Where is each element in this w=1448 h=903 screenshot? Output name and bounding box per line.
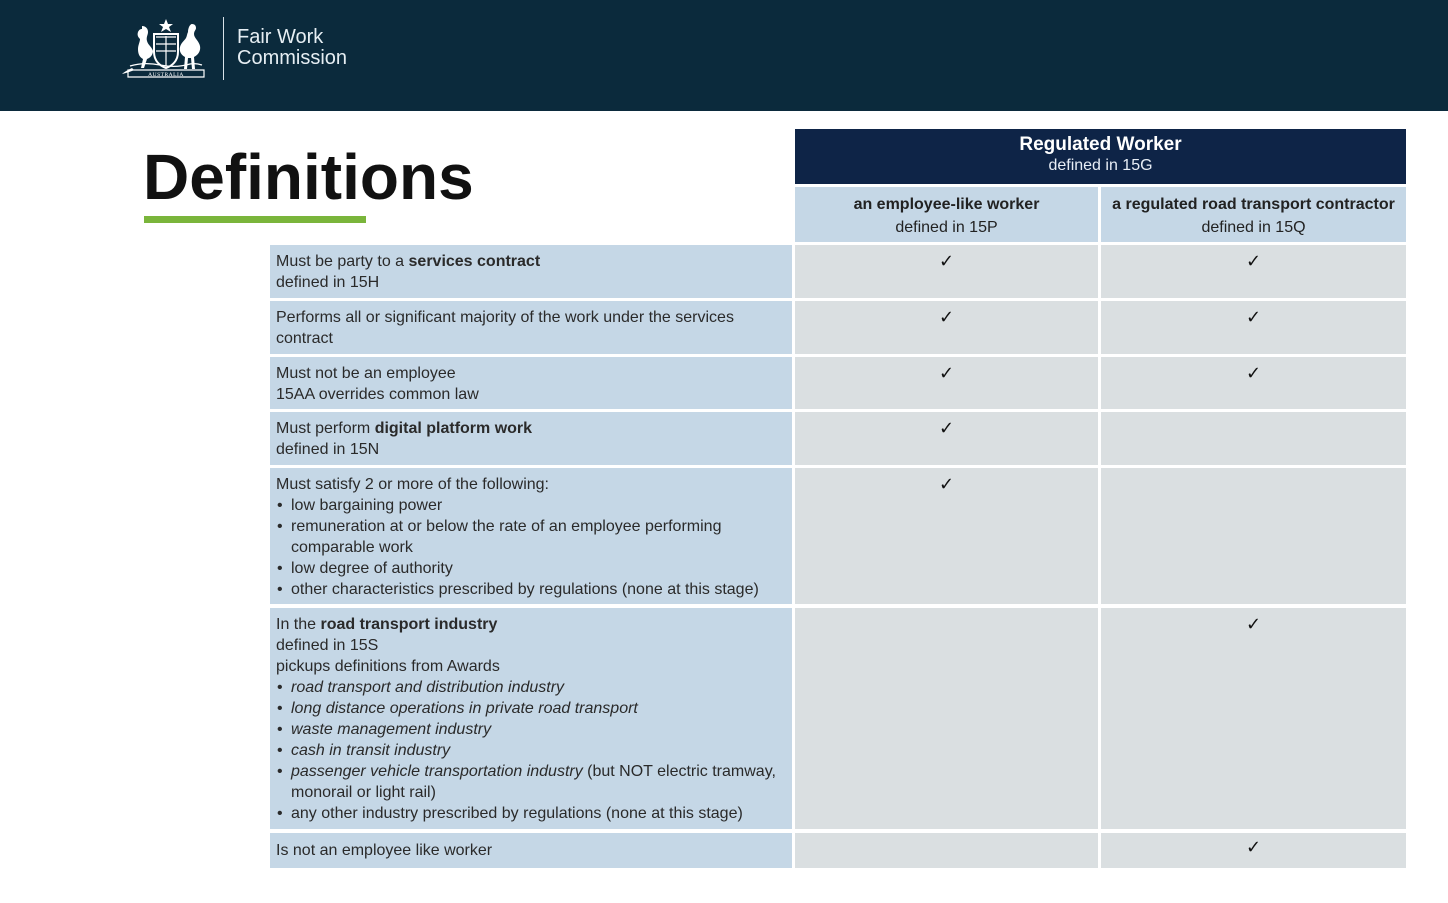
criterion-services-contract [270,245,792,298]
criterion-text: Must be party to a [276,253,409,270]
column-header-sub: defined in 15Q [1201,219,1306,236]
criterion-bullet-list [276,677,786,824]
award-name: road transport and distribution industry [291,679,565,696]
criterion-reference: defined in 15N [276,441,380,458]
column-header-label: an employee-like worker [853,196,1040,213]
check-cell [1101,468,1406,604]
criterion-bold-term: services contract [408,253,541,270]
criterion-not-employee-like-worker: Is not an employee like worker [270,833,792,868]
criterion-text: Must satisfy 2 or more of the following: [276,476,549,493]
page-title: Definitions [143,141,474,213]
australian-coat-of-arms-icon [120,16,212,82]
crest-label: AUSTRALIA [148,72,184,78]
award-exception: (but NOT electric tramway, monorail or light rail) [291,763,776,801]
list-item [276,740,786,761]
group-header-title: Regulated Worker [1019,134,1182,155]
check-cell: ✓ [795,412,1098,465]
award-name: waste management industry [291,721,492,738]
criterion-text: Must not be an employee [276,365,456,382]
group-header-subtitle: defined in 15G [1048,157,1153,174]
list-item [276,719,786,740]
criterion-satisfy-two-or-more [270,468,792,604]
list-item [276,761,786,803]
column-header-employee-like-worker [795,187,1098,242]
criterion-bold-term: digital platform work [374,420,533,437]
check-cell [1101,412,1406,465]
header-divider [223,17,224,80]
check-cell: ✓ [795,301,1098,354]
list-item: • other characteristics prescribed by regulations (none at this stage) [276,579,786,600]
criterion-reference: defined in 15H [276,274,380,291]
group-header-regulated-worker [795,129,1406,184]
check-cell: ✓ [795,245,1098,298]
list-item [276,698,786,719]
org-name-line2: Commission [237,47,348,69]
check-cell: ✓ [795,357,1098,409]
award-name: passenger vehicle transportation industry [291,763,583,780]
header-bar [0,0,1448,111]
column-header-road-transport-contractor [1101,187,1406,242]
list-item: • low bargaining power [276,495,786,516]
organisation-name [237,27,347,69]
criterion-text: pickups definitions from Awards [276,658,500,675]
criterion-reference: 15AA overrides common law [276,386,479,403]
criterion-digital-platform-work [270,412,792,465]
title-underline [144,216,366,223]
criterion-bullet-list [276,495,786,600]
check-cell: ✓ [1101,833,1406,868]
column-header-label: a regulated road transport contractor [1112,196,1395,213]
check-cell: ✓ [1101,608,1406,829]
check-cell [795,833,1098,868]
check-cell [795,608,1098,829]
check-cell: ✓ [795,468,1098,604]
criterion-road-transport-industry [270,608,792,829]
criterion-reference: defined in 15S [276,637,379,654]
check-cell: ✓ [1101,301,1406,354]
list-item: • low degree of authority [276,558,786,579]
list-item: • any other industry prescribed by regulations (none at this stage) [276,803,786,824]
org-name-line1: Fair Work [237,26,324,48]
criterion-bold-term: road transport industry [320,616,498,633]
list-item [276,677,786,698]
check-cell: ✓ [1101,357,1406,409]
column-header-sub: defined in 15P [895,219,998,236]
award-name: long distance operations in private road transport [291,700,638,717]
award-name: cash in transit industry [291,742,451,759]
criterion-not-employee [270,357,792,409]
check-cell: ✓ [1101,245,1406,298]
list-item: • remuneration at or below the rate of an employee performing comparable work [276,516,786,558]
criterion-text: In the [276,616,321,633]
criterion-text: Must perform [276,420,375,437]
criterion-performs-work: Performs all or significant majority of the work under the services contract [270,301,792,354]
